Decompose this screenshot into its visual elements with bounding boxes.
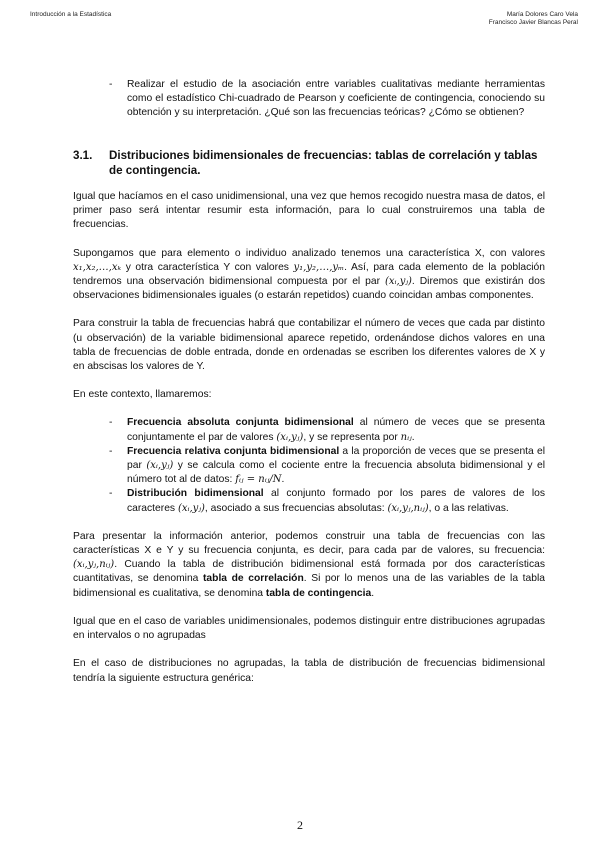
definition-term: Distribución bidimensional (127, 488, 264, 500)
paragraph-structure: En el caso de distribuciones no agrupadas, la tabla de distribución de frecuencias bidimensional tendría la siguiente estructura genérica: (73, 658, 545, 684)
paragraph-context: En este contexto, llamaremos: (73, 389, 212, 401)
definition-item: - Distribución bidimensional al conjunto formado por los pares de valores de los caracteres (xᵢ,yⱼ), asociado a sus frecuencias absolutas: (xᵢ,yⱼ,nᵢⱼ), o a las relativas. (109, 488, 545, 514)
term-correlation-table: tabla de correlación (203, 573, 304, 585)
section-number: 3.1. (73, 148, 93, 162)
definitions-list (109, 416, 545, 515)
header-author-1: María Dolores Caro Vela (506, 11, 578, 18)
definition-term: Frecuencia absoluta conjunta bidimensional (127, 417, 354, 429)
paragraph-variables: Supongamos que para elemento o individuo analizado tenemos una característica X, con valores x₁,x₂,…,xₖ y otra característica Y con valores y₁,y₂,…,yₘ. Así, para cada elemento de la población tendremos una observación bidimensional compuesta por el par (xᵢ,yⱼ). Diremos que existirán dos observaciones bidimensionales iguales (o estarán repetidos) cuando coincidan ambas componentes. (73, 247, 546, 302)
objective-text: Realizar el estudio de la asociación entre variables cualitativas mediante herramientas como el estadístico Chi-cuadrado de Pearson y coeficiente de contingencia, conociendo su obtención y su interpretación. ¿Qué son las frecuencias teóricas? ¿Cómo se obtienen? (127, 79, 545, 119)
paragraph-intro: Igual que hacíamos en el caso unidimensional, una vez que hemos recogido nuestra masa de datos, el primer paso será intentar resumir esta información, para lo cual construiremos una tabla de frecuencias. (73, 191, 545, 231)
paragraph-construction: Para construir la tabla de frecuencias habrá que contabilizar el número de veces que cada par distinto (u observación) de la variable bidimensional aparece repetido, ordenándose dichos valores en una tabla de frecuencias de doble entrada, donde en ordenadas se escriben los diferentes valores de X y en abscisas los valores de Y. (73, 318, 545, 373)
math-x-values: x₁,x₂,…,xₖ (73, 261, 122, 273)
paragraph-table-types: Para presentar la información anterior, podemos construir una tabla de frecuencias con las características X e Y y su frecuencia conjunta, es decir, para cada par de valores, su frecuencia: (xᵢ,yⱼ,nᵢⱼ). Cuando la tabla de distribución bidimensional está formada por dos características cuantitativas, se denomina tabla de correlación. Si por lo menos una de las variables de la tabla bidimensional es cualitativa, se denomina tabla de contingencia. (73, 530, 545, 599)
page-content (73, 78, 545, 686)
math-y-values: y₁,y₂,…,yₘ (293, 261, 345, 273)
section-title: Distribuciones bidimensionales de frecuencias: tablas de correlación y tablas de contingencia. (109, 148, 538, 177)
math-pair: (xᵢ,yⱼ) (384, 276, 412, 288)
section-heading (73, 148, 545, 178)
paragraph-grouping: Igual que en el caso de variables unidimensionales, podemos distinguir entre distribuciones agrupadas en intervalos o no agrupadas (73, 615, 545, 642)
header-right (489, 11, 578, 27)
header-author-2: Francisco Javier Blancas Peral (488, 19, 578, 26)
definition-term: Frecuencia relativa conjunta bidimensional (127, 445, 340, 457)
definition-item: - Frecuencia absoluta conjunta bidimensional al número de veces que se presenta conjuntamente el par de valores (xᵢ,yⱼ), y se representa por nᵢⱼ. (109, 417, 545, 443)
page-number: 2 (297, 818, 303, 832)
header-left: Introducción a la Estadística (30, 11, 112, 18)
definition-item: - Frecuencia relativa conjunta bidimensional a la proporción de veces que se presenta el par (xᵢ,yⱼ) y se calcula como el cociente entre la frecuencia absoluta bidimensional y el número tot al de datos: fᵢⱼ = nᵢⱼ/N. (109, 445, 546, 486)
bullet-dash: - (109, 79, 113, 90)
term-contingency-table: tabla de contingencia (265, 587, 372, 599)
objective-bullet (109, 78, 545, 121)
